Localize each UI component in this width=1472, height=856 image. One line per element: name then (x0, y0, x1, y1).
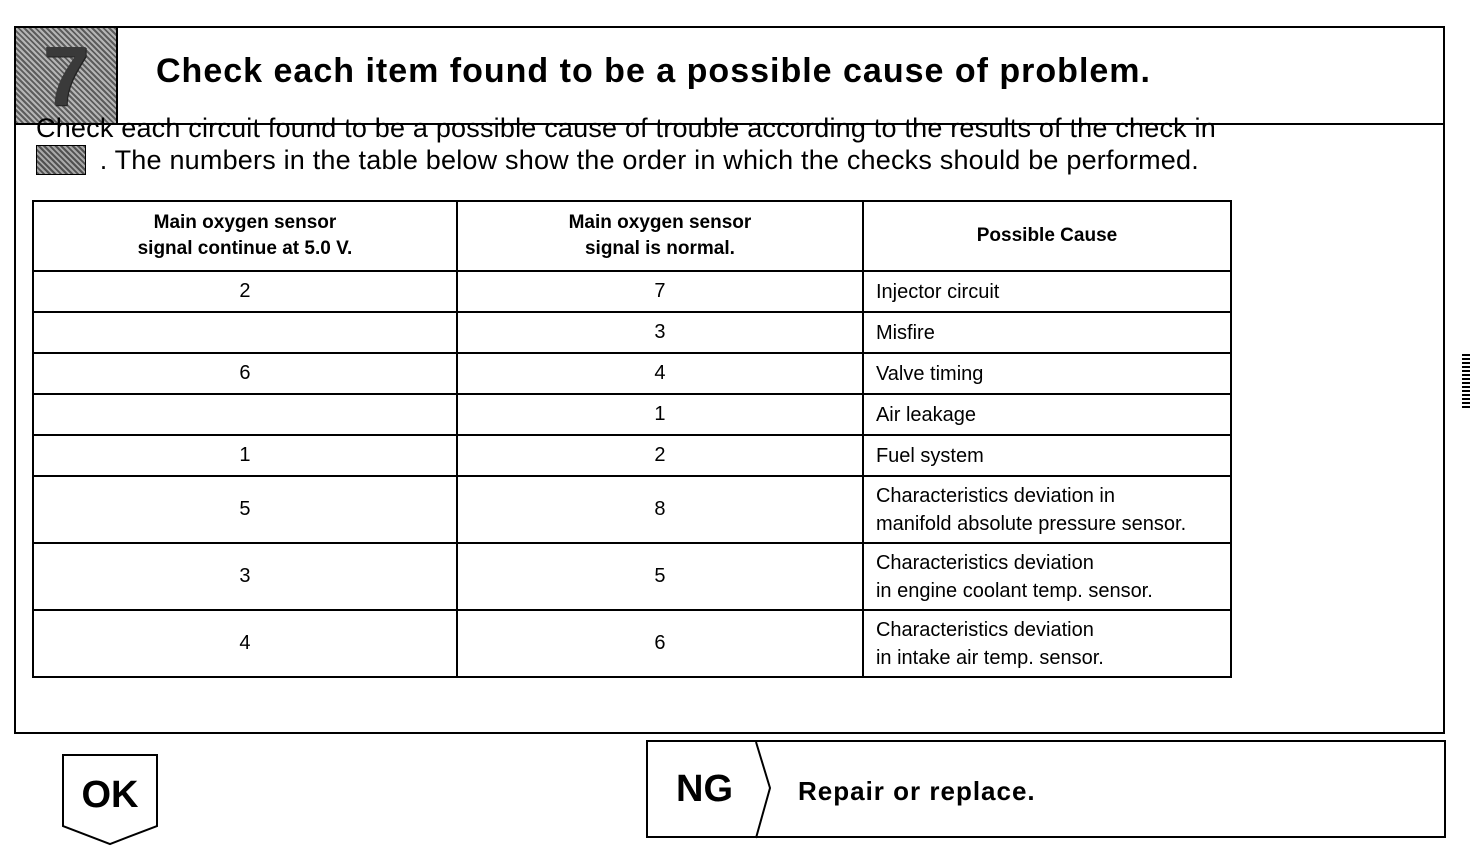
header-signal-5v-line1: Main oxygen sensor (153, 212, 337, 233)
possible-cause (863, 353, 1231, 394)
possible-cause (863, 312, 1231, 353)
header-possible-cause: Possible Cause (863, 201, 1231, 271)
table-row (33, 476, 1231, 543)
table-row (33, 394, 1231, 435)
order-signal-5v: 4 (33, 610, 457, 677)
ng-label: NG (676, 768, 733, 810)
possible-cause (863, 543, 1231, 610)
ok-result-box (62, 754, 158, 846)
table-row (33, 435, 1231, 476)
order-signal-normal: 7 (457, 271, 863, 312)
table-row (33, 610, 1231, 677)
possible-cause-table (32, 200, 1232, 678)
step-number: 7 (42, 28, 90, 123)
possible-cause-line1: Valve timing (875, 362, 984, 385)
ng-action-text: Repair or replace. (798, 776, 1036, 806)
possible-cause-line1: Characteristics deviation in (875, 484, 1115, 507)
header-signal-normal-line1: Main oxygen sensor (568, 212, 752, 233)
order-signal-5v: 2 (33, 271, 457, 312)
header-signal-5v (33, 201, 457, 271)
order-signal-normal: 1 (457, 394, 863, 435)
possible-cause-line1: Characteristics deviation (875, 551, 1094, 574)
intro-text-after: . The numbers in the table below show the order in which the checks should be performed. (99, 145, 1199, 175)
ng-result-box (646, 740, 1446, 838)
page-edge-mark (1462, 352, 1470, 408)
step-number-box (16, 28, 118, 123)
order-signal-normal: 5 (457, 543, 863, 610)
order-signal-normal: 2 (457, 435, 863, 476)
order-signal-5v: 1 (33, 435, 457, 476)
possible-cause-line1: Misfire (875, 321, 935, 344)
table-header-row (33, 201, 1231, 271)
intro-paragraph (36, 112, 1416, 176)
table-row (33, 353, 1231, 394)
possible-cause-line1: Air leakage (875, 403, 977, 426)
table-row (33, 312, 1231, 353)
order-signal-5v: 6 (33, 353, 457, 394)
possible-cause (863, 476, 1231, 543)
possible-cause-line2: manifold absolute pressure sensor. (875, 512, 1187, 535)
order-signal-normal: 3 (457, 312, 863, 353)
order-signal-normal: 8 (457, 476, 863, 543)
order-signal-normal: 6 (457, 610, 863, 677)
ok-label: OK (81, 774, 139, 816)
ng-chevron-icon (648, 742, 1448, 840)
table-row (33, 271, 1231, 312)
order-signal-5v: 3 (33, 543, 457, 610)
possible-cause-line1: Fuel system (875, 444, 984, 467)
step-title: Check each item found to be a possible cause of problem. (156, 52, 1151, 90)
table-row (33, 543, 1231, 610)
order-signal-5v (33, 312, 457, 353)
order-signal-normal: 4 (457, 353, 863, 394)
possible-cause (863, 394, 1231, 435)
header-signal-5v-line2: signal continue at 5.0 V. (137, 238, 353, 259)
order-signal-5v (33, 394, 457, 435)
step-reference-icon (36, 145, 86, 175)
order-signal-5v: 5 (33, 476, 457, 543)
possible-cause-line1: Characteristics deviation (875, 618, 1094, 641)
header-signal-normal (457, 201, 863, 271)
possible-cause (863, 610, 1231, 677)
header-signal-normal-line2: signal is normal. (584, 238, 735, 259)
possible-cause (863, 435, 1231, 476)
possible-cause-line2: in intake air temp. sensor. (875, 646, 1104, 669)
possible-cause-line2: in engine coolant temp. sensor. (875, 579, 1153, 602)
possible-cause (863, 271, 1231, 312)
possible-cause-line1: Injector circuit (875, 280, 1000, 303)
step-header (16, 28, 1443, 125)
intro-text: Check each circuit found to be a possible cause of trouble according to the results of the check in (36, 113, 1216, 143)
